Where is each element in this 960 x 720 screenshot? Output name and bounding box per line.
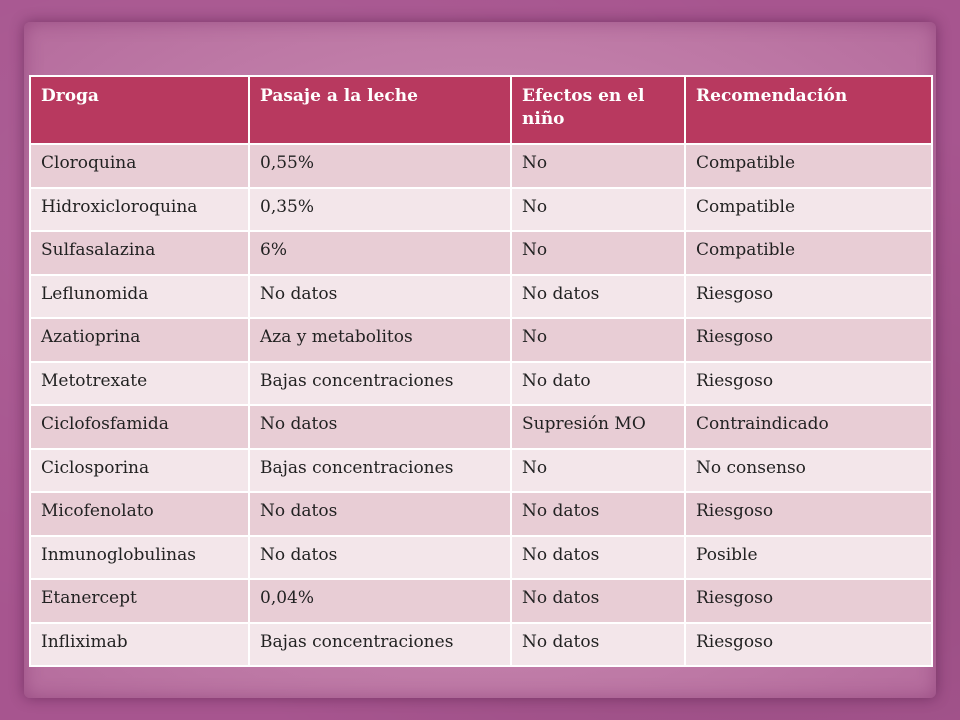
cell-droga: Ciclofosfamida bbox=[31, 406, 248, 448]
cell-efectos: No datos bbox=[512, 624, 684, 666]
cell-efectos: No datos bbox=[512, 493, 684, 535]
cell-efectos: No bbox=[512, 145, 684, 187]
cell-droga: Metotrexate bbox=[31, 363, 248, 405]
table-row bbox=[31, 493, 931, 535]
cell-recomendacion: Riesgoso bbox=[686, 493, 931, 535]
header-recomendacion: Recomendación bbox=[686, 77, 931, 143]
cell-recomendacion: Contraindicado bbox=[686, 406, 931, 448]
cell-droga: Etanercept bbox=[31, 580, 248, 622]
cell-recomendacion: Riesgoso bbox=[686, 580, 931, 622]
cell-recomendacion: Posible bbox=[686, 537, 931, 579]
cell-pasaje: No datos bbox=[250, 276, 510, 318]
cell-efectos: No bbox=[512, 319, 684, 361]
cell-efectos: No datos bbox=[512, 580, 684, 622]
cell-pasaje: No datos bbox=[250, 537, 510, 579]
cell-pasaje: No datos bbox=[250, 493, 510, 535]
cell-recomendacion: Compatible bbox=[686, 189, 931, 231]
table-row bbox=[31, 450, 931, 492]
cell-pasaje: 6% bbox=[250, 232, 510, 274]
cell-pasaje: Bajas concentraciones bbox=[250, 363, 510, 405]
table-body bbox=[31, 145, 931, 665]
table-row bbox=[31, 537, 931, 579]
cell-efectos: No datos bbox=[512, 537, 684, 579]
cell-recomendacion: Riesgoso bbox=[686, 363, 931, 405]
cell-efectos: No bbox=[512, 189, 684, 231]
table-row bbox=[31, 319, 931, 361]
header-pasaje: Pasaje a la leche bbox=[250, 77, 510, 143]
cell-pasaje: No datos bbox=[250, 406, 510, 448]
cell-droga: Inmunoglobulinas bbox=[31, 537, 248, 579]
cell-efectos: No bbox=[512, 450, 684, 492]
table-header-row bbox=[31, 77, 931, 143]
cell-droga: Leflunomida bbox=[31, 276, 248, 318]
table-row bbox=[31, 276, 931, 318]
cell-pasaje: 0,55% bbox=[250, 145, 510, 187]
cell-droga: Sulfasalazina bbox=[31, 232, 248, 274]
cell-recomendacion: No consenso bbox=[686, 450, 931, 492]
cell-pasaje: Bajas concentraciones bbox=[250, 624, 510, 666]
cell-pasaje: Bajas concentraciones bbox=[250, 450, 510, 492]
cell-droga: Cloroquina bbox=[31, 145, 248, 187]
cell-efectos: No bbox=[512, 232, 684, 274]
table-row bbox=[31, 363, 931, 405]
table-row bbox=[31, 624, 931, 666]
cell-pasaje: 0,35% bbox=[250, 189, 510, 231]
cell-droga: Micofenolato bbox=[31, 493, 248, 535]
header-efectos: Efectos en el niño bbox=[512, 77, 684, 143]
cell-recomendacion: Riesgoso bbox=[686, 624, 931, 666]
cell-droga: Infliximab bbox=[31, 624, 248, 666]
cell-droga: Ciclosporina bbox=[31, 450, 248, 492]
table-row bbox=[31, 580, 931, 622]
cell-droga: Hidroxicloroquina bbox=[31, 189, 248, 231]
cell-pasaje: Aza y metabolitos bbox=[250, 319, 510, 361]
cell-recomendacion: Riesgoso bbox=[686, 276, 931, 318]
table-row bbox=[31, 145, 931, 187]
drug-table-container bbox=[29, 75, 923, 667]
cell-efectos: No dato bbox=[512, 363, 684, 405]
table-row bbox=[31, 406, 931, 448]
cell-droga: Azatioprina bbox=[31, 319, 248, 361]
cell-recomendacion: Riesgoso bbox=[686, 319, 931, 361]
table-row bbox=[31, 189, 931, 231]
cell-efectos: Supresión MO bbox=[512, 406, 684, 448]
table-row bbox=[31, 232, 931, 274]
cell-recomendacion: Compatible bbox=[686, 145, 931, 187]
drug-table bbox=[29, 75, 933, 667]
header-droga: Droga bbox=[31, 77, 248, 143]
cell-efectos: No datos bbox=[512, 276, 684, 318]
cell-pasaje: 0,04% bbox=[250, 580, 510, 622]
cell-recomendacion: Compatible bbox=[686, 232, 931, 274]
